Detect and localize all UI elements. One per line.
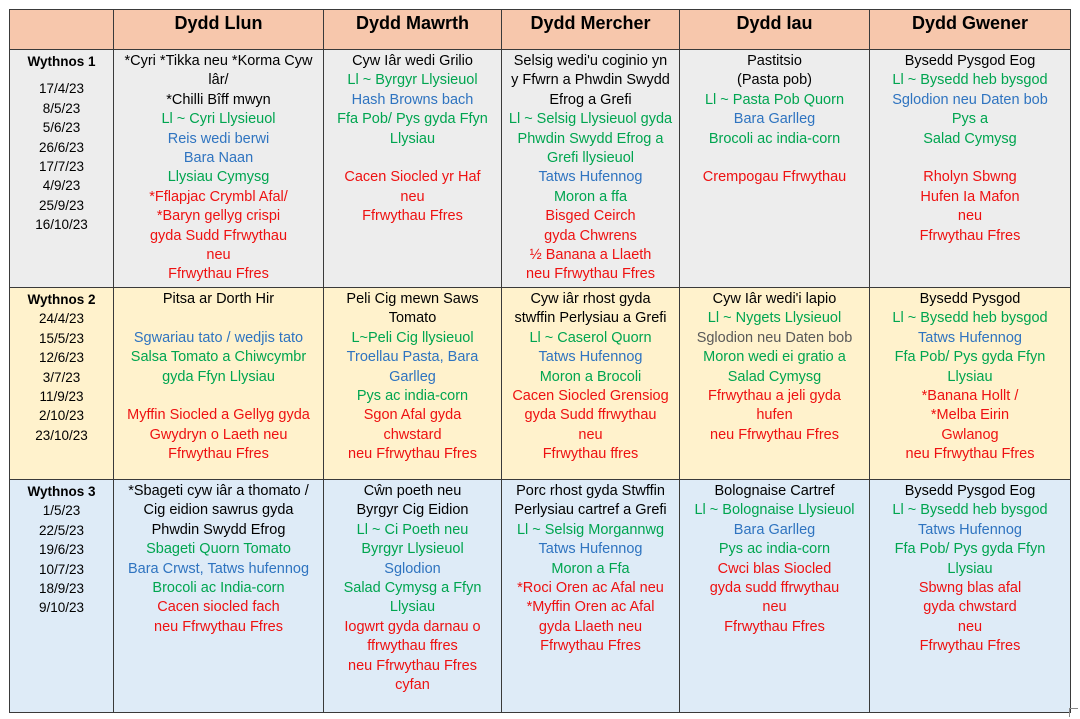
menu-line: Cŵn poeth neu [363, 483, 462, 499]
week-date: 22/5/23 [38, 522, 85, 538]
menu-line: Ffrwythau Ffres [540, 638, 641, 655]
menu-cell-dydd-iau [680, 50, 870, 288]
menu-cell-dydd-gwener [870, 288, 1071, 480]
menu-line: Cig eidion sawrus gyda [143, 502, 294, 519]
menu-line: Byrgyr Cig Eidion [356, 502, 469, 519]
menu-line [118, 309, 319, 328]
menu-line: Peli Cig mewn Saws [346, 291, 479, 307]
menu-line: y Ffwrn a Phwdin Swydd [511, 72, 670, 89]
menu-cell-dydd-iau [680, 480, 870, 713]
menu-line: Ffrwythau Ffres [919, 638, 1021, 655]
menu-line: neu [206, 247, 231, 264]
menu-line: *Sbageti cyw iâr a thomato / [128, 483, 309, 499]
menu-line: Crempogau Ffrwythau [702, 169, 847, 186]
menu-line: *Baryn gellyg crispi [156, 208, 281, 225]
menu-line: neu Ffrwythau Ffres [710, 426, 839, 443]
menu-line: ½ Banana a Llaeth [529, 247, 652, 264]
menu-line: neu Ffrwythau Ffres [348, 446, 477, 463]
menu-cell-dydd-llun [114, 288, 324, 480]
menu-line: Ffa Pob/ Pys gyda Ffyn [337, 111, 488, 128]
menu-line: Bisged Ceirch [545, 208, 636, 225]
menu-cell-dydd-gwener [870, 50, 1071, 288]
menu-line: *Melba Eirin [930, 407, 1010, 424]
week-title: Wythnos 3 [27, 484, 96, 499]
menu-cell-dydd-llun [114, 480, 324, 713]
menu-line: Grefi llysieuol [546, 150, 635, 167]
week-date: 15/5/23 [38, 330, 85, 346]
week-date: 24/4/23 [38, 311, 85, 327]
menu-line: neu [957, 618, 983, 635]
menu-line: Sbageti Quorn Tomato [146, 541, 291, 558]
menu-line: Llysiau Cymysg [167, 169, 270, 186]
menu-line: stwffin Perlysiau a Grefi [514, 310, 667, 327]
week-date: 2/10/23 [38, 408, 85, 424]
menu-line: *Fflapjac Crymbl Afal/ [149, 188, 288, 205]
day-header: Dydd Mercher [502, 10, 680, 50]
week-date: 18/9/23 [38, 581, 85, 597]
menu-line: neu [957, 208, 983, 225]
menu-line: (Pasta pob) [737, 72, 812, 89]
menu-line: Ll ~ Ci Poeth neu [356, 521, 469, 538]
menu-cell-dydd-mercher [502, 50, 680, 288]
menu-cell-dydd-gwener [870, 480, 1071, 713]
menu-line: Ll ~ Cyri Llysieuol [161, 111, 276, 128]
menu-line: Gwydryn o Laeth neu [149, 426, 288, 443]
menu-line: Ll ~ Pasta Pob Quorn [704, 91, 845, 108]
menu-line: Bysedd Pysgod [919, 291, 1021, 307]
menu-line: Brocoli ac india-corn [708, 130, 841, 147]
week-date: 5/6/23 [42, 120, 81, 136]
menu-line: Ll ~ Bolognaise Llysieuol [694, 502, 855, 519]
menu-line: Tatws Hufennog [538, 169, 643, 186]
menu-line: Llysiau [947, 368, 993, 385]
menu-line: Cacen Siocled yr Haf [344, 169, 481, 186]
menu-cell-dydd-iau [680, 288, 870, 480]
menu-line: Reis wedi berwi [167, 130, 270, 147]
menu-line: Phwdin Swydd Efrog a [517, 130, 664, 147]
menu-line: neu Ffrwythau Ffres [526, 266, 655, 283]
menu-line: neu Ffrwythau Ffres [905, 446, 1035, 463]
menu-line: Porc rhost gyda Stwffin [516, 483, 665, 499]
menu-line: Moron a Ffa [551, 560, 630, 577]
menu-line: Efrog a Grefi [549, 91, 632, 108]
menu-line: *Chilli Bîff mwyn [166, 91, 271, 108]
menu-line: Hash Browns bach [351, 91, 474, 108]
week-date: 12/6/23 [38, 350, 85, 366]
week-row [10, 480, 1071, 713]
week-date: 9/10/23 [38, 600, 85, 616]
week-row [10, 50, 1071, 288]
week-label-cell [10, 50, 114, 288]
week-title: Wythnos 2 [27, 292, 96, 307]
week-label-cell [10, 288, 114, 480]
menu-line: neu [762, 599, 787, 616]
week-date: 17/4/23 [38, 81, 85, 97]
menu-line: Tatws Hufennog [538, 349, 643, 366]
menu-line: neu [578, 426, 603, 443]
menu-line: Garlleg [389, 368, 436, 385]
week-date: 3/7/23 [42, 369, 81, 385]
menu-line: Cacen siocled fach [157, 599, 280, 616]
week-date: 1/5/23 [42, 503, 81, 519]
menu-line: Cyw Iâr wedi'i lapio [712, 291, 837, 307]
menu-line: gyda Sudd ffrwythau [524, 407, 657, 424]
menu-line [684, 149, 865, 168]
menu-line: Bara Garlleg [733, 521, 816, 538]
menu-line: Pys a [951, 111, 989, 128]
week-date: 4/9/23 [42, 178, 81, 194]
menu-line: Llysiau [389, 599, 436, 616]
menu-line: Ffrwythau Ffres [919, 227, 1021, 244]
menu-line: *Myffin Oren ac Afal [526, 599, 655, 616]
menu-line: Pys ac india-corn [356, 388, 469, 405]
menu-line: L~Peli Cig llysieuol [351, 329, 474, 346]
week-date: 10/7/23 [38, 561, 85, 577]
menu-line: Bara Crwst, Tatws hufennog [127, 560, 310, 577]
menu-line: *Banana Hollt / [921, 388, 1019, 405]
day-header: Dydd Iau [680, 10, 870, 50]
menu-line: chwstard [383, 426, 442, 443]
menu-line: Ll ~ Bysedd heb bysgod [892, 310, 1048, 327]
menu-line: gyda Chwrens [544, 227, 637, 244]
week-date: 8/5/23 [42, 100, 81, 116]
menu-line: Gwlanog [941, 426, 999, 443]
menu-cell-dydd-mercher [502, 288, 680, 480]
menu-line: Cyw iâr rhost gyda [530, 291, 651, 307]
day-header: Dydd Gwener [870, 10, 1071, 50]
menu-line: Cacen Siocled Grensiog [512, 388, 669, 405]
week-date: 23/10/23 [35, 427, 88, 443]
menu-line: Ll ~ Bysedd heb bysgod [892, 502, 1048, 519]
lunch-menu-table [9, 9, 1071, 713]
menu-line: Moron a ffa [553, 188, 628, 205]
menu-line: Salsa Tomato a Chiwcymbr [130, 349, 307, 366]
menu-line: Pitsa ar Dorth Hir [162, 291, 275, 307]
week-row [10, 288, 1071, 480]
menu-line [118, 387, 319, 406]
menu-line: Sglodion neu Daten bob [892, 91, 1048, 108]
menu-line: Moron wedi ei gratio a [703, 349, 846, 366]
menu-line: gyda Llaeth neu [538, 618, 643, 635]
week-date: 26/6/23 [38, 139, 85, 155]
menu-line: Byrgyr Llysieuol [361, 541, 464, 558]
menu-line: gyda Ffyn Llysiau [162, 368, 275, 385]
menu-line: gyda sudd ffrwythau [709, 580, 840, 597]
menu-line: Ffrwythau Ffres [362, 208, 463, 225]
menu-line: Ffrwythau Ffres [724, 618, 825, 635]
day-header: Dydd Llun [114, 10, 324, 50]
menu-line: Phwdin Swydd Efrog [151, 521, 286, 538]
menu-line: Sgon Afal gyda [363, 407, 462, 424]
menu-line: Perlysiau cartref a Grefi [514, 502, 667, 519]
menu-line: gyda Sudd Ffrwythau [149, 227, 288, 244]
menu-line: Salad Cymysg [923, 130, 1017, 147]
menu-cell-dydd-mawrth [324, 480, 502, 713]
menu-line: lâr/ [208, 72, 229, 89]
menu-line: Tatws Hufennog [918, 329, 1022, 346]
menu-cell-dydd-llun [114, 50, 324, 288]
header-row [10, 10, 1071, 50]
menu-line [328, 149, 497, 168]
menu-line: Myffin Siocled a Gellyg gyda [127, 407, 310, 424]
menu-line: Ffa Pob/ Pys gyda Ffyn [894, 541, 1046, 558]
menu-line: Pys ac india-corn [718, 541, 831, 558]
menu-line: cyfan [395, 677, 430, 694]
menu-line: Llysiau [389, 130, 436, 147]
menu-line: hufen [756, 407, 793, 424]
menu-line: neu Ffrwythau Ffres [154, 618, 283, 635]
menu-line: gyda chwstard [923, 599, 1017, 616]
week-date: 16/10/23 [35, 217, 88, 233]
menu-line: Ll ~ Selsig Morgannwg [516, 521, 665, 538]
menu-line: Ffa Pob/ Pys gyda Ffyn [894, 349, 1046, 366]
menu-line: Bara Garlleg [733, 111, 816, 128]
menu-line: Salad Cymysg [727, 368, 822, 385]
menu-line: *Roci Oren ac Afal neu [517, 580, 664, 597]
menu-line: Tatws Hufennog [918, 521, 1022, 538]
menu-line: Bysedd Pysgod Eog [904, 483, 1036, 499]
menu-cell-dydd-mercher [502, 480, 680, 713]
menu-cell-dydd-mawrth [324, 288, 502, 480]
menu-line: Llysiau [947, 560, 993, 577]
menu-line: Moron a Brocoli [539, 368, 642, 385]
menu-line: Ll ~ Caserol Quorn [529, 329, 652, 346]
menu-line: Ffrwythau ffres [542, 446, 639, 463]
menu-line: Ll ~ Bysedd heb bysgod [892, 72, 1048, 89]
menu-line: Ll ~ Byrgyr Llysieuol [347, 72, 478, 89]
menu-line: Iogwrt gyda darnau o [344, 618, 481, 635]
day-header: Dydd Mawrth [324, 10, 502, 50]
menu-line: Sbwng blas afal [918, 580, 1022, 597]
week-label-cell [10, 480, 114, 713]
menu-line: Bysedd Pysgod Eog [904, 53, 1036, 69]
menu-line: Sglodion neu Daten bob [696, 329, 853, 346]
week-date: 11/9/23 [39, 389, 84, 405]
menu-line: Sgwariau tato / wedjis tato [133, 329, 304, 346]
menu-line: Cwci blas Siocled [717, 560, 832, 577]
menu-line: Rholyn Sbwng [923, 169, 1017, 186]
menu-line: Bolognaise Cartref [714, 483, 835, 499]
menu-line: neu [400, 188, 425, 205]
menu-line: Tatws Hufennog [538, 541, 643, 558]
menu-line: Tomato [388, 310, 437, 327]
menu-line [874, 149, 1066, 168]
resize-handle [1069, 708, 1078, 717]
menu-line: neu Ffrwythau Ffres [348, 657, 477, 674]
menu-line: Sglodion [384, 560, 441, 577]
week-date: 25/9/23 [38, 197, 85, 213]
menu-line: Salad Cymysg a Ffyn [343, 580, 482, 597]
menu-line: Brocoli ac India-corn [152, 580, 285, 597]
menu-line: Selsig wedi'u coginio yn [513, 53, 668, 69]
week-title: Wythnos 1 [27, 54, 96, 69]
menu-line: Ll ~ Selsig Llysieuol gyda [508, 111, 673, 128]
menu-line: Pastitsio [747, 53, 802, 69]
menu-line: Ffrwythau a jeli gyda [708, 388, 841, 405]
corner-header-cell [10, 10, 114, 50]
menu-line: Cyw Iâr wedi Grilio [352, 53, 473, 69]
menu-line: ffrwythau ffres [367, 638, 458, 655]
menu-cell-dydd-mawrth [324, 50, 502, 288]
menu-line: Ffrwythau Ffres [168, 446, 269, 463]
menu-line: Hufen Ia Mafon [920, 188, 1020, 205]
menu-line: Ffrwythau Ffres [168, 266, 269, 283]
menu-line: Ll ~ Nygets Llysieuol [707, 310, 842, 327]
menu-line: Bara Naan [183, 150, 254, 167]
menu-line: *Cyri *Tikka neu *Korma Cyw [124, 53, 313, 69]
menu-line: Troellau Pasta, Bara [346, 349, 479, 366]
week-date: 19/6/23 [38, 542, 85, 558]
week-date: 17/7/23 [38, 159, 85, 175]
